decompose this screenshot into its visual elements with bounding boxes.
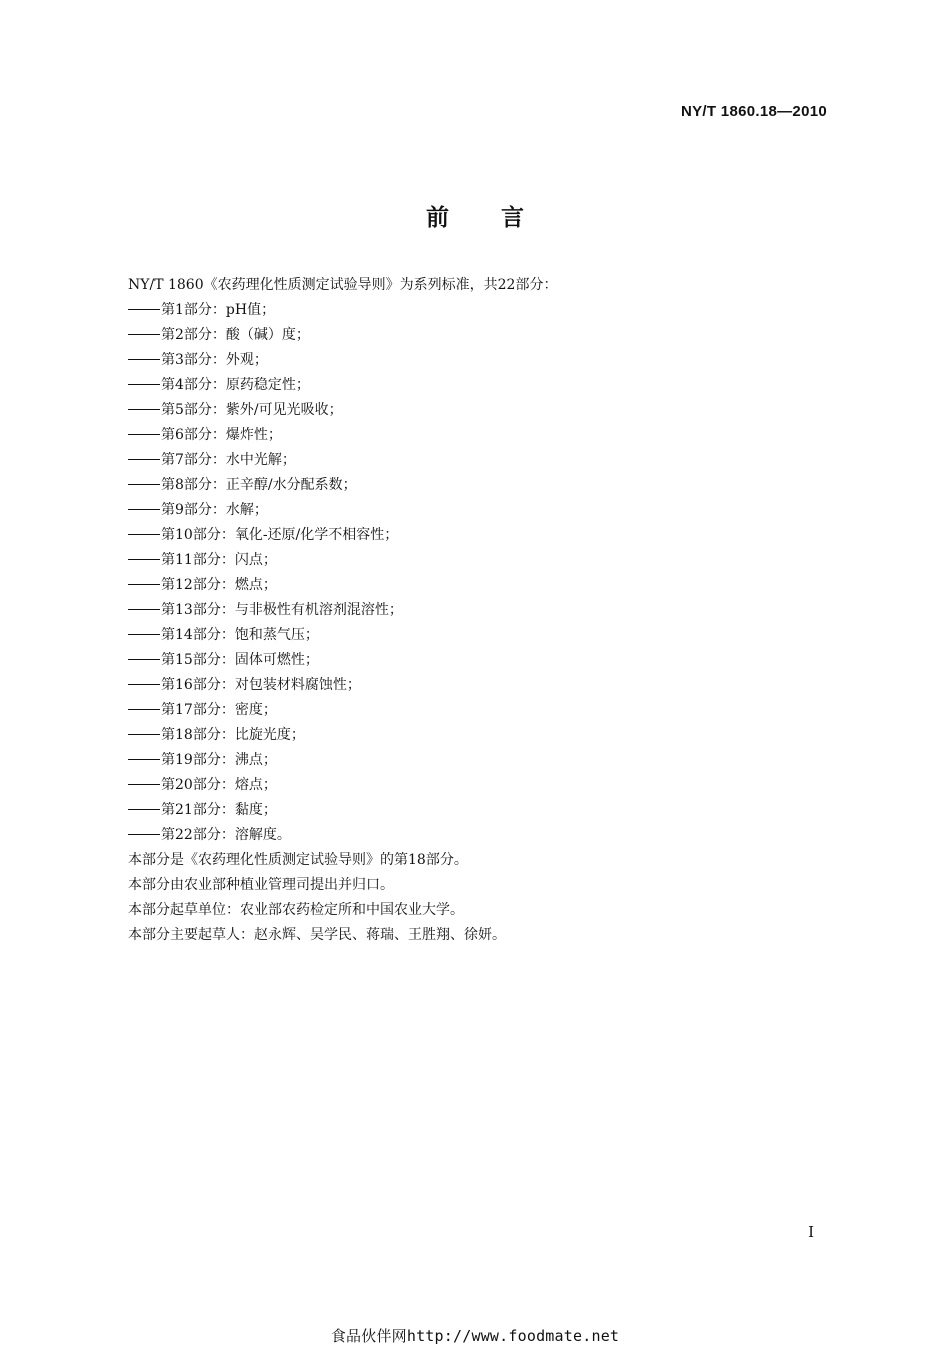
dash-mark	[128, 559, 160, 560]
preface-body	[128, 273, 828, 948]
dash-mark	[128, 659, 160, 660]
list-item: 第16部分：对包装材料腐蚀性；	[128, 673, 828, 698]
standard-code: NY/T 1860.18—2010	[680, 103, 827, 120]
list-item: 第20部分：熔点；	[128, 773, 828, 798]
dash-mark	[128, 459, 160, 460]
dash-mark	[128, 609, 160, 610]
list-item: 第14部分：饱和蒸气压；	[128, 623, 828, 648]
list-item: 第4部分：原药稳定性；	[128, 373, 828, 398]
list-item: 第2部分：酸（碱）度；	[128, 323, 828, 348]
list-item: 第18部分：比旋光度；	[128, 723, 828, 748]
dash-mark	[128, 334, 160, 335]
dash-mark	[128, 809, 160, 810]
statement-line: 本部分由农业部种植业管理司提出并归口。	[128, 877, 394, 893]
dash-mark	[128, 584, 160, 585]
list-item: 第12部分：燃点；	[128, 573, 828, 598]
dash-mark	[128, 634, 160, 635]
dash-mark	[128, 484, 160, 485]
footer-watermark: 食品伙伴网http://www.foodmate.net	[330, 1327, 620, 1345]
list-item: 第5部分：紫外/可见光吸收；	[128, 398, 828, 423]
dash-mark	[128, 534, 160, 535]
intro-line: NY/T 1860《农药理化性质测定试验导则》为系列标准，共22部分：	[128, 277, 558, 293]
list-item: 第21部分：黏度；	[128, 798, 828, 823]
list-item: 第22部分：溶解度。	[128, 823, 828, 848]
list-item: 第17部分：密度；	[128, 698, 828, 723]
dash-mark	[128, 434, 160, 435]
list-item: 第9部分：水解；	[128, 498, 828, 523]
statement-line: 本部分起草单位：农业部农药检定所和中国农业大学。	[128, 902, 464, 918]
dash-mark	[128, 509, 160, 510]
statement-line: 本部分主要起草人：赵永辉、吴学民、蒋瑞、王胜翔、徐妍。	[128, 927, 506, 943]
dash-mark	[128, 309, 160, 310]
dash-mark	[128, 359, 160, 360]
dash-mark	[128, 759, 160, 760]
page-number: I	[808, 1223, 814, 1241]
list-item: 第13部分：与非极性有机溶剂混溶性；	[128, 598, 828, 623]
list-item: 第8部分：正辛醇/水分配系数；	[128, 473, 828, 498]
dash-mark	[128, 709, 160, 710]
list-item: 第7部分：水中光解；	[128, 448, 828, 473]
list-item: 第1部分：pH值；	[128, 298, 828, 323]
dash-mark	[128, 684, 160, 685]
list-item: 第15部分：固体可燃性；	[128, 648, 828, 673]
dash-mark	[128, 834, 160, 835]
list-item: 第6部分：爆炸性；	[128, 423, 828, 448]
dash-mark	[128, 384, 160, 385]
list-item: 第3部分：外观；	[128, 348, 828, 373]
list-item: 第11部分：闪点；	[128, 548, 828, 573]
list-item: 第19部分：沸点；	[128, 748, 828, 773]
list-item: 第10部分：氧化-还原/化学不相容性；	[128, 523, 828, 548]
dash-mark	[128, 734, 160, 735]
statement-line: 本部分是《农药理化性质测定试验导则》的第18部分。	[128, 852, 468, 868]
dash-mark	[128, 409, 160, 410]
parts-list	[128, 298, 828, 848]
page-title: 前言	[426, 205, 576, 231]
dash-mark	[128, 784, 160, 785]
